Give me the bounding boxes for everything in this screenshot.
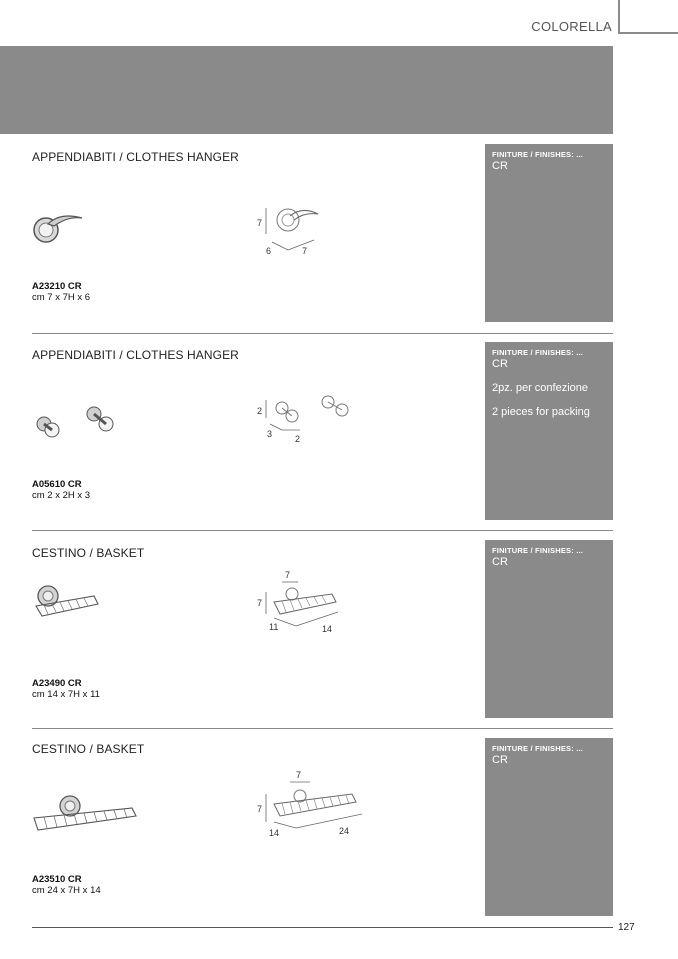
drawing-label: 3 — [267, 429, 273, 439]
brand-tab — [502, 0, 678, 34]
finishes-box — [485, 738, 613, 916]
finish-value: CR — [492, 358, 508, 370]
header-band — [0, 46, 613, 134]
product-title: APPENDIABITI / CLOTHES HANGER — [32, 348, 239, 362]
brand-divider-vertical — [618, 0, 620, 34]
product-title: CESTINO / BASKET — [32, 742, 145, 756]
product-section — [0, 532, 678, 730]
drawing-label: 6 — [266, 246, 272, 256]
product-code: A23210 CR — [32, 281, 82, 292]
dimension-drawing — [252, 768, 372, 847]
drawing-label: 2 — [295, 434, 301, 444]
finishes-heading: FINITURE / FINISHES: ... — [492, 150, 584, 159]
footer-rule — [32, 927, 613, 928]
product-section — [0, 728, 678, 926]
product-section — [0, 136, 678, 334]
finishes-heading: FINITURE / FINISHES: ... — [492, 348, 584, 357]
product-dimensions: cm 14 x 7H x 11 — [32, 689, 100, 700]
finish-value: CR — [492, 754, 508, 766]
packing-note: 2 pieces for packing — [492, 406, 590, 418]
product-code: A23490 CR — [32, 678, 82, 689]
product-photo — [30, 206, 90, 256]
drawing-label: 7 — [257, 218, 263, 228]
product-photo — [32, 792, 142, 841]
finish-value: CR — [492, 556, 508, 568]
drawing-label: 24 — [339, 826, 350, 836]
product-photo — [30, 400, 122, 453]
drawing-label: 7 — [285, 570, 291, 580]
product-dimensions: cm 24 x 7H x 14 — [32, 885, 101, 896]
dimension-drawing — [252, 196, 332, 267]
brand-divider-horizontal — [618, 32, 678, 34]
product-dimensions: cm 7 x 7H x 6 — [32, 292, 91, 303]
drawing-label: 2 — [257, 406, 263, 416]
drawing-label: 7 — [302, 246, 308, 256]
product-dimensions: cm 2 x 2H x 3 — [32, 490, 91, 501]
page-number: 127 — [618, 922, 635, 933]
finishes-box — [485, 342, 613, 520]
drawing-label: 7 — [296, 770, 302, 780]
drawing-label: 14 — [269, 828, 280, 838]
section-divider — [32, 530, 613, 531]
brand-name: COLORELLA — [531, 19, 612, 34]
product-title: CESTINO / BASKET — [32, 546, 145, 560]
finish-value: CR — [492, 160, 508, 172]
finishes-box — [485, 144, 613, 322]
finishes-box — [485, 540, 613, 718]
drawing-label: 11 — [269, 622, 279, 632]
drawing-label: 14 — [322, 624, 333, 634]
product-code: A05610 CR — [32, 479, 82, 490]
dimension-drawing — [252, 568, 348, 643]
product-code: A23510 CR — [32, 874, 82, 885]
drawing-label: 7 — [257, 598, 263, 608]
drawing-label: 7 — [257, 804, 263, 814]
product-section — [0, 334, 678, 532]
finishes-heading: FINITURE / FINISHES: ... — [492, 546, 584, 555]
dimension-drawing — [252, 390, 356, 455]
product-title: APPENDIABITI / CLOTHES HANGER — [32, 150, 239, 164]
finishes-heading: FINITURE / FINISHES: ... — [492, 744, 584, 753]
product-photo — [32, 578, 104, 629]
packing-note: 2pz. per confezione — [492, 382, 589, 394]
